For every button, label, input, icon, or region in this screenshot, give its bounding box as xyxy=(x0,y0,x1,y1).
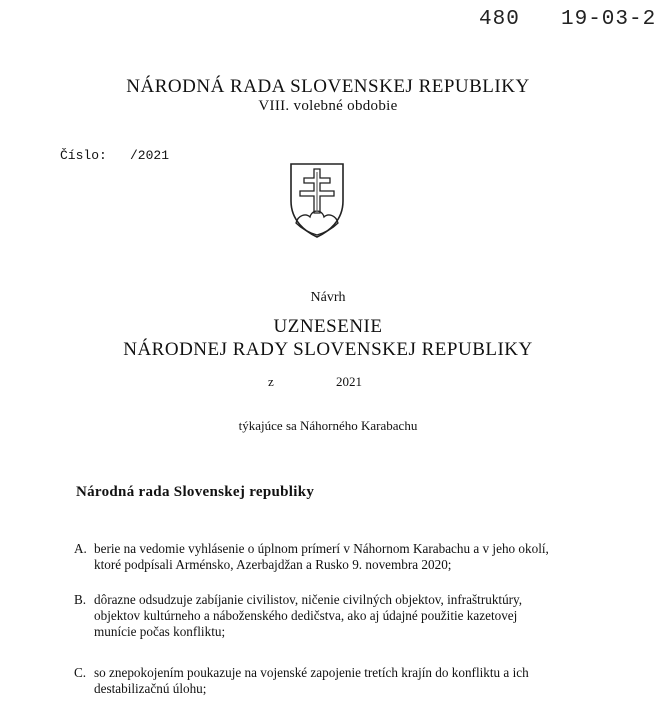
item-line: destabilizačnú úlohu; xyxy=(94,681,207,696)
parliament-heading: NÁRODNÁ RADA SLOVENSKEJ REPUBLIKY xyxy=(126,76,530,97)
slovak-coat-of-arms-icon xyxy=(288,161,346,239)
item-line: dôrazne odsudzuje zabíjanie civilistov, ničenie civilných objektov, infraštruktúry, xyxy=(94,592,523,607)
registry-stamp-date: 19-03-2 xyxy=(561,8,656,31)
item-letter: C. xyxy=(74,665,87,680)
item-line: munície počas konfliktu; xyxy=(94,624,226,639)
item-letter: B. xyxy=(74,592,87,607)
resolution-title: UZNESENIE xyxy=(273,316,383,337)
item-line: objektov kultúrneho a náboženského dedičstva, ako aj údajné použitie kazetovej xyxy=(94,608,518,623)
date-prefix: z xyxy=(268,374,274,389)
resolution-title-body: NÁRODNEJ RADY SLOVENSKEJ REPUBLIKY xyxy=(123,339,533,360)
resolution-item-a xyxy=(74,541,594,581)
resolution-year: 2021 xyxy=(336,374,362,389)
cislo-label: Číslo: xyxy=(60,148,107,163)
cislo-value: /2021 xyxy=(130,148,170,163)
resolution-topic: týkajúce sa Náhorného Karabachu xyxy=(238,418,418,433)
registry-stamp-number: 480 xyxy=(479,8,520,31)
item-line: ktoré podpísali Arménsko, Azerbajdžan a Rusko 9. novembra 2020; xyxy=(94,557,452,572)
item-line: so znepokojením poukazuje na vojenské zapojenie tretích krajín do konfliktu a ich xyxy=(94,665,529,680)
resolution-subject: Národná rada Slovenskej republiky xyxy=(76,484,315,500)
item-text xyxy=(94,592,584,640)
electoral-term: VIII. volebné obdobie xyxy=(258,98,398,114)
resolution-item-b xyxy=(74,592,594,656)
draft-label: Návrh xyxy=(310,290,346,305)
item-text xyxy=(94,665,584,697)
resolution-item-c xyxy=(74,665,594,705)
item-line: berie na vedomie vyhlásenie o úplnom prímerí v Náhornom Karabachu a v jeho okolí, xyxy=(94,541,549,556)
item-text xyxy=(94,541,584,573)
item-letter: A. xyxy=(74,541,87,556)
